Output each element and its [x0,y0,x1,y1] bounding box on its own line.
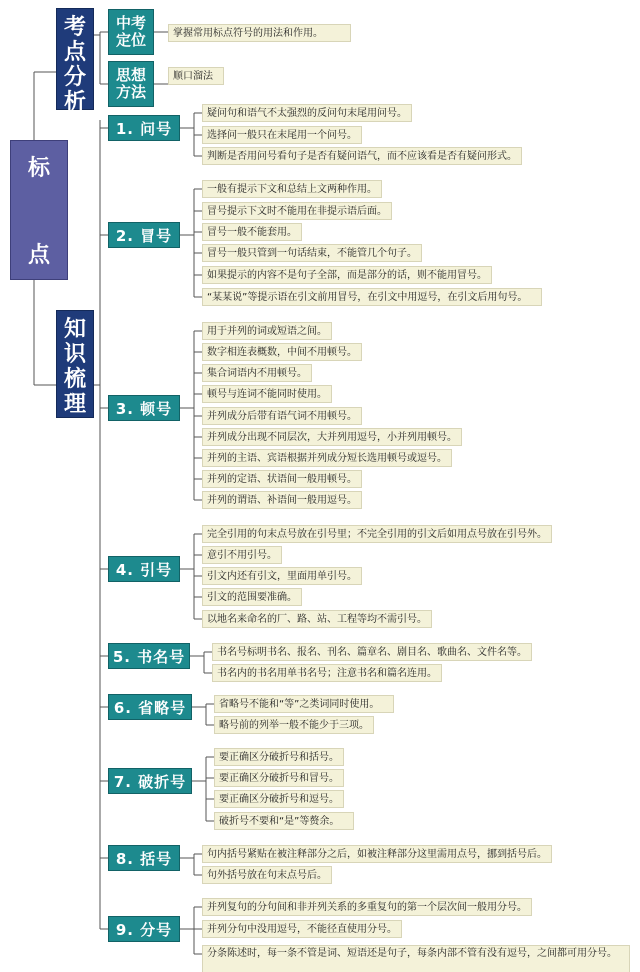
category-item: 集合词语内不用顿号。 [202,364,312,382]
category-node: 9. 分号 [108,916,180,942]
method-label-line: 思想 [115,66,146,84]
category-item: 省略号不能和“等”之类词同时使用。 [214,695,394,713]
category-item: 完全引用的句末点号放在引号里；不完全引用的引文后如用点号放在引号外。 [202,525,552,543]
category-item: 引文内还有引文，里面用单引号。 [202,567,362,585]
category-node: 4. 引号 [108,556,180,582]
exam-label-char: 考 [63,15,86,40]
category-item: 一般有提示下文和总结上文两种作用。 [202,180,382,198]
category-item: 要正确区分破折号和逗号。 [214,790,344,808]
category-item: 书名内的书名用单书名号；注意书名和篇名连用。 [212,664,442,682]
knowledge-label-char: 识 [63,342,86,367]
category-item: 冒号提示下文时不能用在非提示语后面。 [202,202,392,220]
positioning-text: 掌握常用标点符号的用法和作用。 [168,24,351,42]
method-label-line: 方法 [115,83,146,101]
category-item: 疑问句和语气不太强烈的反问句末尾用问号。 [202,104,412,122]
category-item: 判断是否用问号看句子是否有疑问语气，而不应该看是否有疑问形式。 [202,147,522,165]
knowledge-label-char: 梳 [63,367,86,392]
category-item: 并列分句中没用逗号，不能径直使用分号。 [202,920,402,938]
category-item: 冒号一般不能套用。 [202,223,302,241]
category-item: 引文的范围要准确。 [202,588,302,606]
category-item: 要正确区分破折号和括号。 [214,748,344,766]
knowledge-label-char: 理 [63,392,86,417]
category-item: 分条陈述时，每一条不管是词、短语还是句子，每条内部不管有没有逗号，之间都可用分号。 [202,945,630,972]
category-item: 并列成分后带有语气词不用顿号。 [202,407,362,425]
exam-label-char: 分 [63,65,86,90]
category-item: 并列复句的分句间和非并列关系的多重复句的第一个层次间一般用分号。 [202,898,532,916]
root-node [10,140,68,280]
category-item: 以地名来命名的厂、路、站、工程等均不需引号。 [202,610,432,628]
category-node: 5. 书名号 [108,643,190,669]
method-node [108,61,154,107]
positioning-node [108,9,154,55]
category-item: 冒号一般只管到一句话结束，不能管几个句子。 [202,244,422,262]
category-item: 顿号与连词不能同时使用。 [202,385,332,403]
method-text: 顺口溜法 [168,67,224,85]
category-item: 并列的定语、状语间一般用顿号。 [202,470,362,488]
category-node: 1. 问号 [108,115,180,141]
category-item: 句内括号紧贴在被注释部分之后，如被注释部分这里需用点号，挪到括号后。 [202,845,552,863]
category-item: “某某说”等提示语在引文前用冒号，在引文中用逗号，在引文后用句号。 [202,288,542,306]
exam-analysis-node [56,8,94,115]
category-item: 句外括号放在句末点号后。 [202,866,332,884]
knowledge-label-char: 知 [63,317,86,342]
root-label-char: 标 [27,156,50,181]
positioning-label-line: 中考 [115,14,146,32]
exam-label-char: 点 [63,40,86,65]
category-node: 8. 括号 [108,845,180,871]
category-item: 要正确区分破折号和冒号。 [214,769,344,787]
category-item: 并列的谓语、补语间一般用逗号。 [202,491,362,509]
category-item: 略号前的列举一般不能少于三项。 [214,716,374,734]
category-node: 2. 冒号 [108,222,180,248]
category-item: 并列的主语、宾语根据并列成分短长选用顿号或逗号。 [202,449,452,467]
category-item: 书名号标明书名、报名、刊名、篇章名、剧目名、歌曲名、文件名等。 [212,643,532,661]
category-item: 意引不用引号。 [202,546,282,564]
knowledge-node [56,310,94,418]
category-item: 如果提示的内容不是句子全部，而是部分的话，则不能用冒号。 [202,266,492,284]
exam-label-char: 析 [63,90,86,115]
category-item: 破折号不要和“是”等赘余。 [214,812,354,830]
category-node: 3. 顿号 [108,395,180,421]
category-item: 数字相连表概数，中间不用顿号。 [202,343,362,361]
category-item: 并列成分出现不同层次，大并列用逗号，小并列用顿号。 [202,428,462,446]
root-label-char: 点 [27,243,50,268]
positioning-label-line: 定位 [115,31,146,49]
category-item: 用于并列的词或短语之间。 [202,322,332,340]
category-node: 6. 省略号 [108,694,192,720]
category-node: 7. 破折号 [108,768,192,794]
category-item: 选择问一般只在末尾用一个问号。 [202,126,362,144]
